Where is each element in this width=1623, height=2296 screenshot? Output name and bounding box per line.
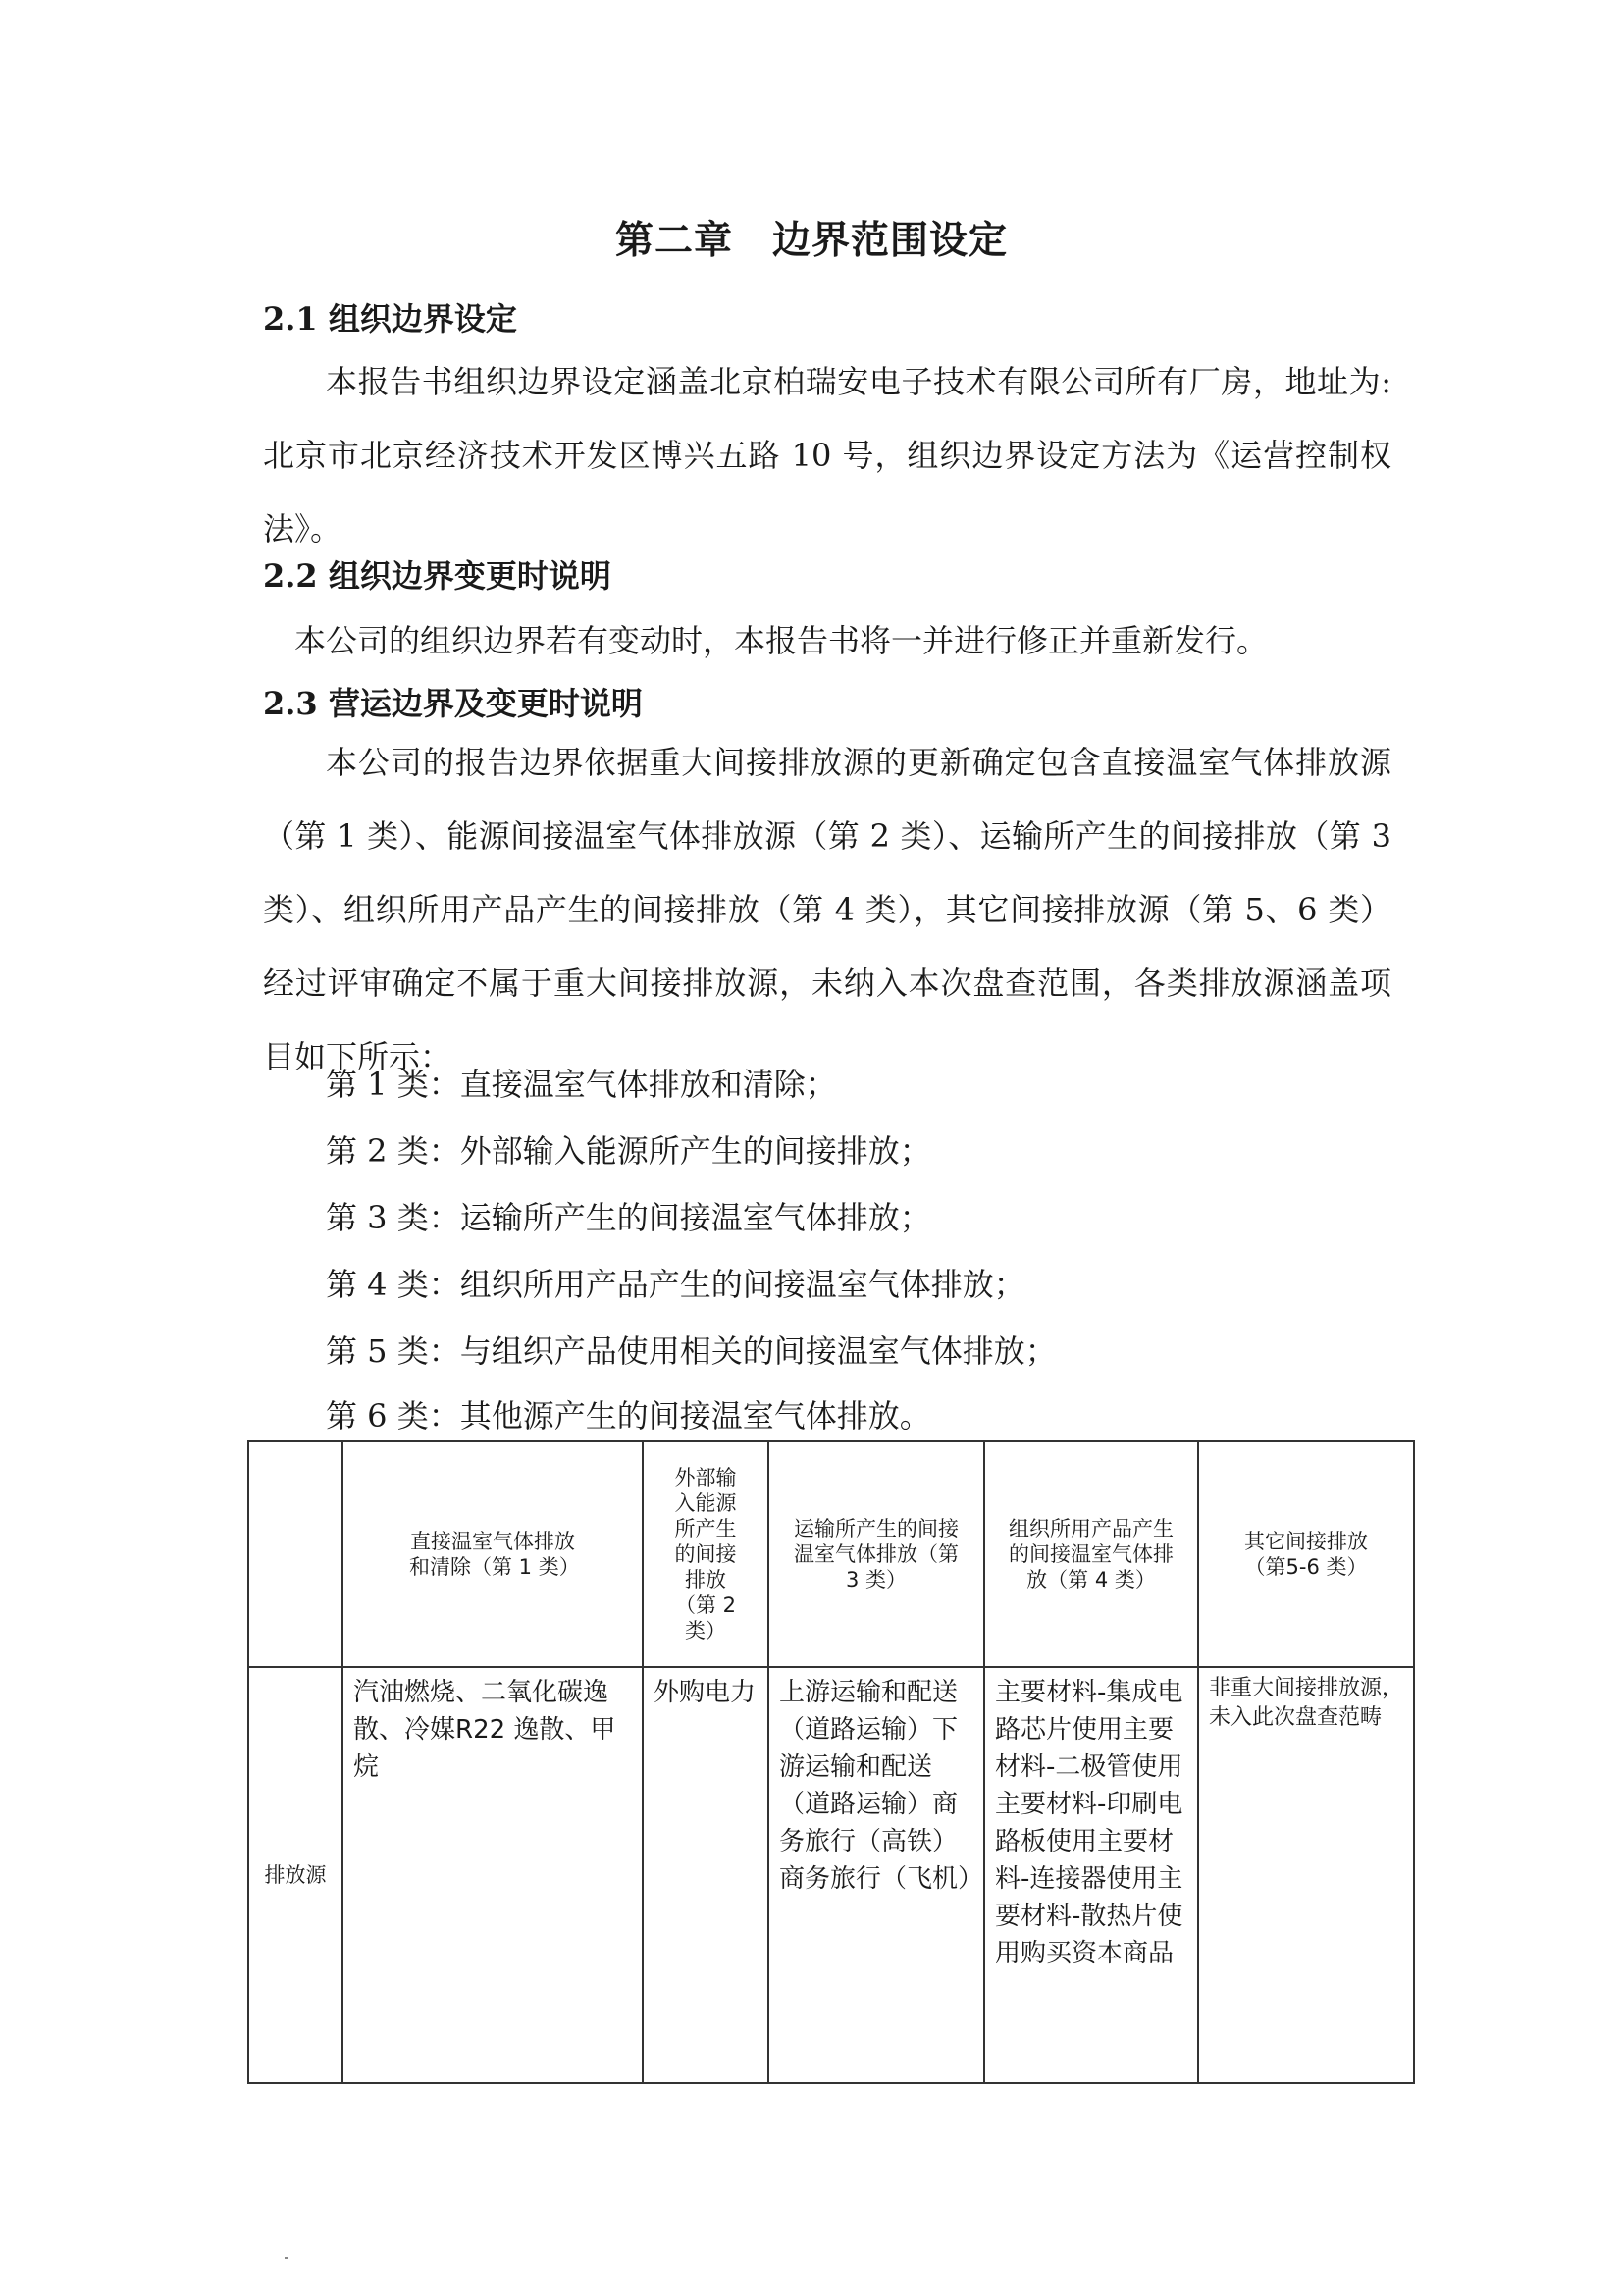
cell-category-3: 上游运输和配送（道路运输）下游运输和配送（道路运输）商务旅行（高铁）商务旅行（飞机） [768, 1667, 984, 2083]
cell-category-4: 主要材料-集成电路芯片使用主要材料-二极管使用主要材料-印刷电路板使用主要材料-连接器使用主要材料-散热片使用购买资本商品 [984, 1667, 1198, 2083]
section-paragraph-2-2: 本公司的组织边界若有变动时，本报告书将一并进行修正并重新发行。 [294, 622, 1269, 659]
section-heading-2-2: 2.2 组织边界变更时说明 [263, 557, 611, 595]
header-category-1: 直接温室气体排放和清除（第 1 类） [342, 1441, 643, 1667]
header-category-3: 运输所产生的间接温室气体排放（第 3 类） [768, 1441, 984, 1667]
table-corner-cell [248, 1441, 342, 1667]
header-category-2: 外部输入能源所产生的间接排放（第 2 类） [643, 1441, 768, 1667]
chapter-title [0, 210, 1623, 265]
category-1: 第 1 类：直接温室气体排放和清除； [326, 1066, 837, 1103]
section-paragraph-2-3: 本公司的报告边界依据重大间接排放源的更新确定包含直接温室气体排放源（第 1 类）、能源间接温室气体排放源（第 2 类）、运输所产生的间接排放（第 3 类）、组织所用产品产生的间接排放（第 4 类），其它间接排放源（第 5、6 类）经过评审确定不属于重大间接排放源，未纳入本次盘查范围，各类排放源涵盖项目如下所示： [263, 744, 1391, 1075]
category-6: 第 6 类：其他源产生的间接温室气体排放。 [326, 1397, 931, 1435]
emission-source-table [247, 1440, 1415, 2084]
table-header-row [248, 1441, 1414, 1667]
section-heading-2-3: 2.3 营运边界及变更时说明 [263, 685, 643, 722]
category-3: 第 3 类：运输所产生的间接温室气体排放； [326, 1199, 931, 1236]
cell-category-5-6: 非重大间接排放源，未入此次盘查范畴 [1198, 1667, 1414, 2083]
cell-category-2: 外购电力 [643, 1667, 768, 2083]
chapter-number: 第二章 [614, 218, 733, 263]
category-5: 第 5 类：与组织产品使用相关的间接温室气体排放； [326, 1332, 1057, 1370]
header-category-4: 组织所用产品产生的间接温室气体排放（第 4 类） [984, 1441, 1198, 1667]
table-row [248, 1667, 1414, 2083]
row-label-emission-source: 排放源 [248, 1667, 342, 2083]
scan-speck [285, 2257, 288, 2259]
category-4: 第 4 类：组织所用产品产生的间接温室气体排放； [326, 1266, 1025, 1303]
chapter-name: 边界范围设定 [772, 218, 1009, 263]
category-2: 第 2 类：外部输入能源所产生的间接排放； [326, 1132, 931, 1170]
cell-category-1: 汽油燃烧、二氧化碳逸散、冷媒R22 逸散、甲烷 [342, 1667, 643, 2083]
header-category-5-6: 其它间接排放（第5-6 类） [1198, 1441, 1414, 1667]
section-heading-2-1: 2.1 组织边界设定 [263, 300, 517, 338]
section-paragraph-2-1: 本报告书组织边界设定涵盖北京柏瑞安电子技术有限公司所有厂房，地址为:北京市北京经济技术开发区博兴五路 10 号，组织边界设定方法为《运营控制权法》。 [263, 363, 1391, 548]
